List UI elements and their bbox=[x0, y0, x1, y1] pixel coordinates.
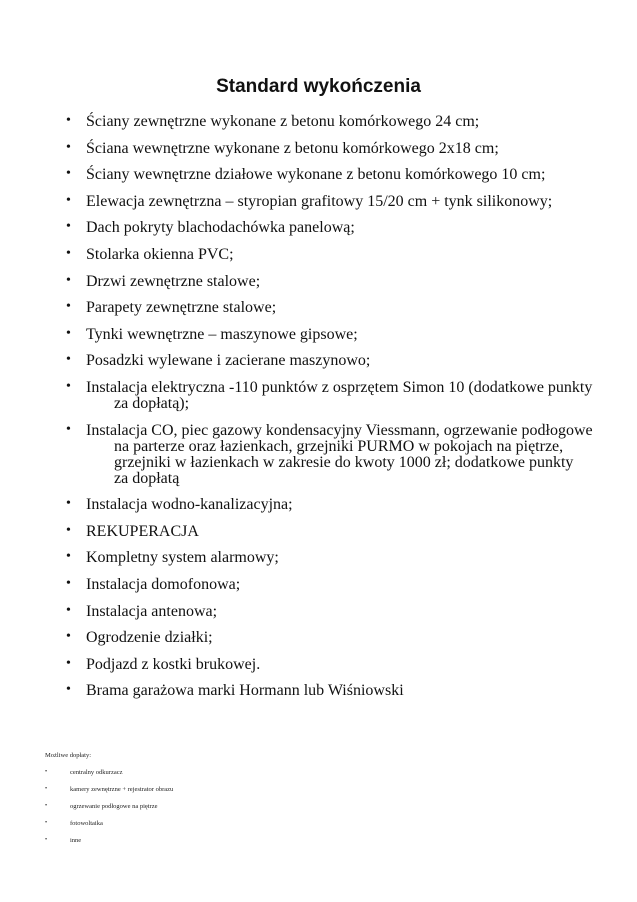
optional-extras-list bbox=[45, 769, 173, 844]
extra-item bbox=[45, 837, 173, 844]
feature-item-text: Instalacja elektryczna -110 punktów z osprzętem Simon 10 (dodatkowe punkty bbox=[86, 378, 593, 396]
feature-item-text: Instalacja CO, piec gazowy kondensacyjny Viessmann, ogrzewanie podłogowe bbox=[86, 421, 593, 439]
extra-item bbox=[45, 803, 173, 810]
extra-item bbox=[45, 820, 173, 827]
extra-item-text: fotowoltaika bbox=[70, 820, 103, 827]
bullet-icon: • bbox=[66, 325, 71, 341]
bullet-icon: • bbox=[66, 496, 71, 512]
feature-item bbox=[66, 683, 626, 699]
feature-item-text: Ogrodzenie działki; bbox=[86, 629, 213, 647]
bullet-icon: • bbox=[45, 820, 48, 826]
bullet-icon: • bbox=[66, 522, 71, 538]
bullet-icon: • bbox=[66, 549, 71, 565]
bullet-icon: • bbox=[66, 299, 71, 315]
feature-item-text: REKUPERACJA bbox=[86, 522, 199, 540]
feature-item bbox=[66, 497, 626, 513]
bullet-icon: • bbox=[66, 602, 71, 618]
feature-item bbox=[66, 327, 626, 343]
extra-item-text: centralny odkurzacz bbox=[70, 769, 123, 776]
feature-item-text: na parterze oraz łazienkach, grzejniki PURMO w pokojach na piętrze, bbox=[114, 437, 564, 455]
bullet-icon: • bbox=[66, 245, 71, 261]
feature-item-text: Brama garażowa marki Hormann lub Wiśniowski bbox=[86, 682, 404, 700]
bullet-icon: • bbox=[66, 113, 71, 128]
bullet-icon: • bbox=[66, 352, 71, 368]
bullet-icon: • bbox=[66, 575, 71, 591]
bullet-icon: • bbox=[66, 139, 71, 155]
bullet-icon: • bbox=[66, 629, 71, 645]
feature-item bbox=[66, 577, 626, 593]
bullet-icon: • bbox=[66, 192, 71, 208]
feature-item bbox=[66, 194, 626, 210]
feature-item bbox=[66, 630, 626, 646]
feature-item-text: Instalacja domofonowa; bbox=[86, 575, 241, 593]
bullet-icon: • bbox=[66, 378, 71, 394]
feature-item-text: za dopłatą bbox=[114, 469, 180, 487]
feature-item-text: Tynki wewnętrzne – maszynowe gipsowe; bbox=[86, 325, 358, 343]
extra-item-text: ogrzewanie podłogowe na piętrze bbox=[70, 803, 158, 810]
feature-item bbox=[66, 141, 626, 157]
extra-item bbox=[45, 769, 173, 776]
feature-item-text: Parapety zewnętrzne stalowe; bbox=[86, 299, 277, 317]
document-title: Standard wykończenia bbox=[216, 75, 421, 97]
bullet-icon: • bbox=[66, 682, 71, 698]
feature-item bbox=[66, 657, 626, 673]
feature-item bbox=[66, 220, 626, 236]
feature-item-text: Instalacja wodno-kanalizacyjna; bbox=[86, 496, 293, 514]
feature-item-text: grzejniki w łazienkach w zakresie do kwoty 1000 zł; dodatkowe punkty bbox=[114, 453, 574, 471]
feature-item-text: za dopłatą); bbox=[114, 394, 190, 412]
feature-item-text: Drzwi zewnętrzne stalowe; bbox=[86, 272, 261, 290]
feature-item-text: Posadzki wylewane i zacierane maszynowo; bbox=[86, 352, 371, 370]
extra-item-text: kamery zewnętrzne + rejestrator obrazu bbox=[70, 786, 174, 793]
feature-item-text: Kompletny system alarmowy; bbox=[86, 549, 279, 567]
extra-item-text: inne bbox=[70, 837, 82, 844]
extra-item bbox=[45, 786, 173, 793]
bullet-icon: • bbox=[66, 421, 71, 437]
bullet-icon: • bbox=[45, 837, 48, 843]
feature-item bbox=[66, 247, 626, 263]
feature-item-text: Dach pokryty blachodachówka panelową; bbox=[86, 219, 355, 237]
feature-item bbox=[66, 423, 626, 487]
bullet-icon: • bbox=[66, 272, 71, 288]
feature-item bbox=[66, 114, 626, 130]
feature-item-text: Ściana wewnętrzne wykonane z betonu komórkowego 2x18 cm; bbox=[86, 139, 499, 157]
feature-item-text: Podjazd z kostki brukowej. bbox=[86, 655, 261, 673]
bullet-icon: • bbox=[66, 655, 71, 671]
bullet-icon: • bbox=[45, 786, 48, 792]
bullet-icon: • bbox=[66, 219, 71, 235]
feature-item bbox=[66, 604, 626, 620]
feature-item bbox=[66, 550, 626, 566]
feature-item bbox=[66, 300, 626, 316]
feature-item bbox=[66, 524, 626, 540]
feature-item bbox=[66, 380, 626, 412]
bullet-icon: • bbox=[45, 803, 48, 809]
bullet-icon: • bbox=[66, 166, 71, 182]
feature-item bbox=[66, 353, 626, 369]
bullet-icon: • bbox=[45, 769, 48, 775]
optional-extras-heading: Możliwe dopłaty: bbox=[45, 752, 92, 759]
standard-features-list bbox=[66, 114, 626, 710]
feature-item-text: Elewacja zewnętrzna – styropian grafitowy 15/20 cm + tynk silikonowy; bbox=[86, 192, 553, 210]
feature-item bbox=[66, 167, 626, 183]
feature-item-text: Ściany zewnętrzne wykonane z betonu komórkowego 24 cm; bbox=[86, 113, 480, 130]
feature-item-text: Stolarka okienna PVC; bbox=[86, 245, 234, 263]
optional-extras-section bbox=[45, 752, 173, 854]
feature-item bbox=[66, 274, 626, 290]
feature-item-text: Ściany wewnętrzne działowe wykonane z betonu komórkowego 10 cm; bbox=[86, 166, 546, 184]
feature-item-text: Instalacja antenowa; bbox=[86, 602, 218, 620]
